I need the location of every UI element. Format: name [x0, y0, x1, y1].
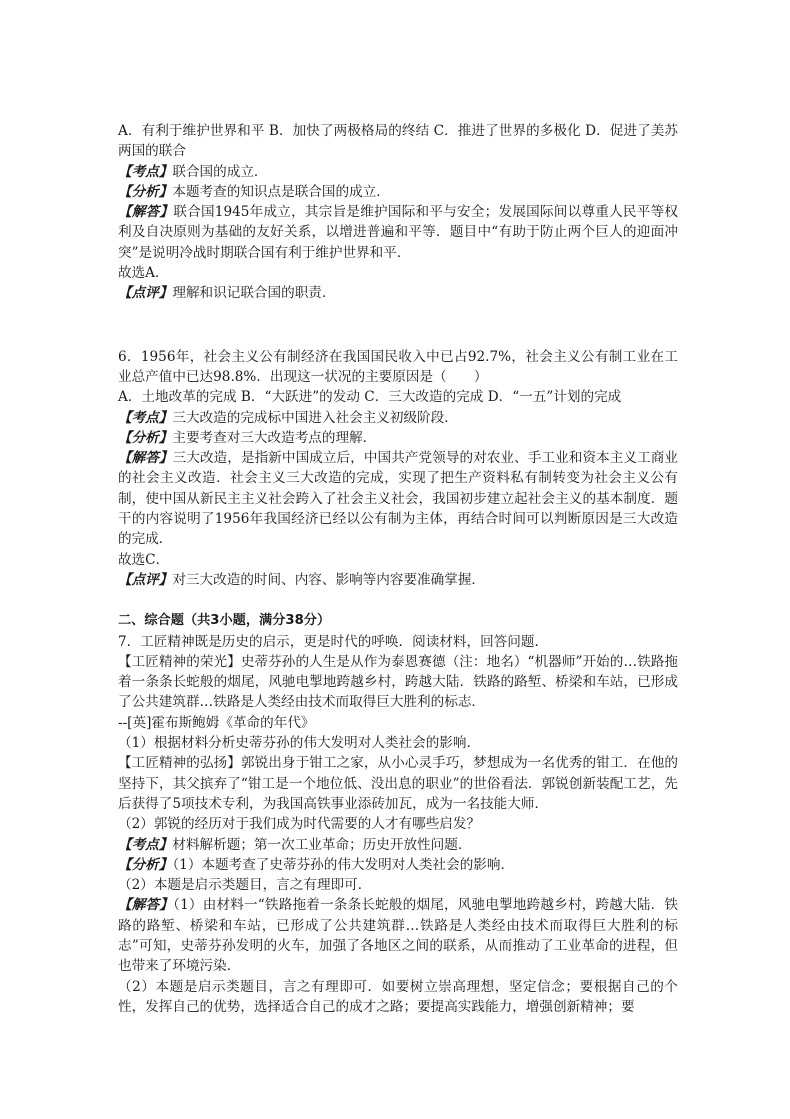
dianping-tag: 【点评】 [118, 571, 173, 588]
q5-fenxi [118, 182, 678, 202]
q6-kaodian [118, 408, 678, 428]
q7-kaodian [118, 835, 678, 855]
fenxi-tag: 【分析】 [118, 183, 173, 200]
spacer [118, 590, 678, 611]
q7-fenxi-2: （2）本题是启示类题目，言之有理即可． [118, 877, 372, 894]
fenxi-text: 本题考查的知识点是联合国的成立． [172, 183, 390, 200]
q5-jieda [118, 202, 678, 263]
q7-stem: 7．工匠精神既是历史的启示，更是时代的呼唤．阅读材料，回答问题． [118, 633, 549, 650]
fenxi-text: 主要考查对三大改造考点的理解． [172, 429, 377, 446]
q6-stem: 6．1956年，社会主义公有制经济在我国国民收入中已占92.7%，社会主义公有制工业在工业总产值中已达98.8%．出现这一状况的主要原因是（ ） [118, 348, 678, 385]
jieda-tag: 【解答】 [118, 897, 174, 914]
jieda-tag: 【解答】 [118, 450, 173, 467]
q7-material1: 【工匠精神的荣光】史蒂芬孙的人生是从作为泰恩赛德（注：地名）“机器师”开始的…铁路拖着一条条长蛇般的烟尾，风驰电掣地跨越乡村，跨越大陆．铁路的路堑、桥梁和车站，已形成了公共建筑群…铁路是人类经由技术而取得巨大胜利的标志． [118, 653, 678, 711]
dianping-text: 对三大改造的时间、内容、影响等内容要准确掌握． [172, 571, 486, 588]
q7-jieda [118, 895, 678, 976]
q5-options: A．有利于维护世界和平 B．加快了两极格局的终结 C．推进了世界的多极化 D．促进了美苏两国的联合 [118, 123, 678, 160]
fenxi-text: （1）本题考查了史蒂芬孙的伟大发明对人类社会的影响． [172, 856, 515, 873]
section-heading: 二、综合题（共3小题，满分38分） [118, 613, 331, 629]
kaodian-tag: 【考点】 [118, 836, 173, 853]
fenxi-tag: 【分析】 [118, 856, 173, 873]
dianping-text: 理解和识记联合国的职责． [172, 285, 336, 302]
jieda-text: （1）由材料一“铁路拖着一条条长蛇般的烟尾，风驰电掣地跨越乡村，跨越大陆．铁路的路堑、桥梁和车站，已形成了公共建筑群…铁路是人类经由技术而取得巨大胜利的标志”可知，史蒂芬孙发明的火车，加强了各地区之间的联系，从而推动了工业革命的进程，但也带来了环境污染． [118, 897, 679, 975]
document-page [118, 121, 678, 1017]
q6-choice: 故选C． [118, 551, 170, 568]
jieda-text: 三大改造，是指新中国成立后，中国共产党领导的对农业、手工业和资本主义工商业的社会主义改造．社会主义三大改造的完成，实现了把生产资料私有制转变为社会主义公有制，使中国从新民主主义社会跨入了社会主义社会，我国初步建立起社会主义的基本制度．题干的内容说明了1956年我国经济已经以公有制为主体，再结合时间可以判断原因是三大改造的完成． [118, 450, 678, 548]
q6-jieda [118, 448, 678, 549]
kaodian-text: 材料解析题；第一次工业革命；历史开放性问题． [172, 836, 472, 853]
spacer [118, 304, 678, 347]
jieda-text: 联合国1945年成立，其宗旨是维护国际和平与安全；发展国际间以尊重人民平等权利及自决原则为基础的友好关系，以增进普遍和平等．题目中“有助于防止两个巨人的迎面冲突”是说明冷战时期联合国有利于维护世界和平． [118, 204, 679, 261]
q7-material2: 【工匠精神的弘扬】郭锐出身于钳工之家，从小心灵手巧，梦想成为一名优秀的钳工．在他的坚持下，其父摈弃了“钳工是一个地位低、没出息的职业”的世俗看法．郭锐创新装配工艺，先后获得了5项技术专利，为我国高铁事业添砖加瓦，成为一名技能大师． [118, 755, 678, 812]
kaodian-text: 三大改造的完成标中国进入社会主义初级阶段． [172, 409, 458, 426]
dianping-tag: 【点评】 [118, 285, 173, 302]
q5-kaodian [118, 162, 678, 182]
q6-options: A．土地改革的完成 B．“大跃进”的发动 C．三大改造的完成 D．“一五”计划的完成 [118, 389, 622, 406]
q7-sub2: （2）郭锐的经历对于我们成为时代需要的人才有哪些启发？ [118, 816, 481, 833]
q6-dianping [118, 570, 678, 590]
fenxi-tag: 【分析】 [118, 429, 173, 446]
q7-source: --[英]霍布斯鲍姆《革命的年代》 [118, 714, 315, 731]
q6-fenxi [118, 428, 678, 448]
kaodian-tag: 【考点】 [118, 409, 173, 426]
q5-dianping [118, 283, 678, 303]
kaodian-tag: 【考点】 [118, 163, 173, 180]
q7-sub1: （1）根据材料分析史蒂芬孙的伟大发明对人类社会的影响． [118, 735, 481, 752]
q7-fenxi [118, 855, 678, 875]
q7-jieda-2: （2）本题是启示类题目，言之有理即可．如要树立崇高理想，坚定信念；要根据自己的个性，发挥自己的优势，选择适合自己的成才之路；要提高实践能力，增强创新精神；要 [118, 978, 678, 1015]
q5-choice: 故选A． [118, 265, 169, 282]
jieda-tag: 【解答】 [118, 204, 174, 221]
kaodian-text: 联合国的成立． [172, 163, 268, 180]
